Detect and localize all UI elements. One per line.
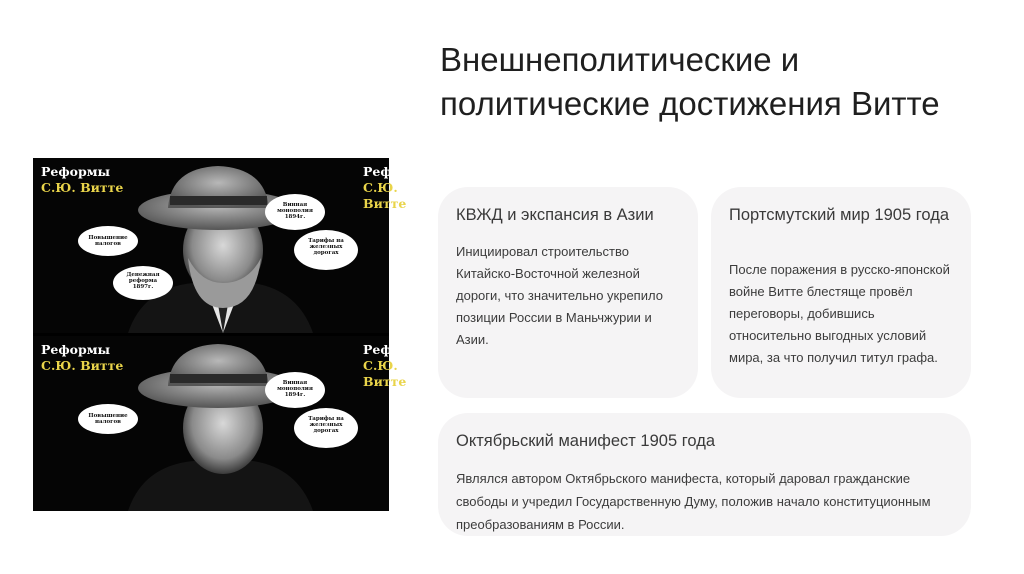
poster-tile-bottom: [33, 336, 433, 511]
poster-title-2: [41, 342, 123, 374]
poster-title-repeat: [363, 164, 433, 212]
witte-reforms-poster-image: [33, 158, 433, 434]
poster-title-line-1: Реформы: [41, 164, 111, 179]
poster-title: [41, 164, 123, 196]
bubble-taxes: Повышение налогов: [88, 235, 128, 247]
poster-tile-top: [33, 158, 433, 333]
bubble-railway-tariffs: Тарифы на железных дорогах: [308, 238, 344, 256]
poster-title-2-line-1: Реформы: [41, 342, 111, 357]
card-october-manifesto: [438, 413, 971, 536]
poster-title-2-repeat: [363, 342, 433, 390]
bubble-wine-monopoly-2: Винная монополия 1894г.: [277, 380, 313, 398]
bubble-currency-reform: Денежная реформа 1897г.: [126, 272, 160, 290]
card-heading: Октябрьский манифест 1905 года: [456, 432, 715, 450]
card-heading: КВЖД и экспансия в Азии: [456, 206, 654, 224]
card-heading: Портсмутский мир 1905 года: [729, 206, 949, 224]
poster-title-line-2: С.Ю. Витте: [41, 180, 124, 195]
slide-title-line-1: Внешнеполитические и: [440, 41, 800, 78]
bubble-taxes-2: Повышение налогов: [88, 413, 128, 425]
card-text: После поражения в русско-японской войне Витте блестяще провёл переговоры, добившись относительно выгодных условий мира, за что получил титул графа.: [729, 262, 950, 365]
card-text: Являлся автором Октябрьского манифеста, который даровал гражданские свободы и учредил Государственную Думу, положив начало конституционным преобразованиям в России.: [456, 471, 931, 532]
card-kvzhd: [438, 187, 698, 398]
bubble-wine-monopoly: Винная монополия 1894г.: [277, 202, 313, 220]
slide-title-line-2: политические достижения Витте: [440, 85, 940, 122]
card-text: Инициировал строительство Китайско-Восточной железной дороги, что значительно укрепило позиции России в Маньчжурии и Азии.: [456, 244, 663, 347]
poster-title-repeat-line-2: С.Ю. Витте: [363, 180, 407, 211]
poster-title-2-line-2: С.Ю. Витте: [41, 358, 124, 373]
poster-title-2-repeat-line-1: Реформы: [363, 342, 433, 357]
card-portsmouth-treaty: [711, 187, 971, 398]
poster-title-repeat-line-1: Реформы: [363, 164, 433, 179]
slide-title: [440, 38, 1000, 126]
bubble-railway-tariffs-2: Тарифы на железных дорогах: [308, 416, 344, 434]
poster-title-2-repeat-line-2: С.Ю. Витте: [363, 358, 407, 389]
